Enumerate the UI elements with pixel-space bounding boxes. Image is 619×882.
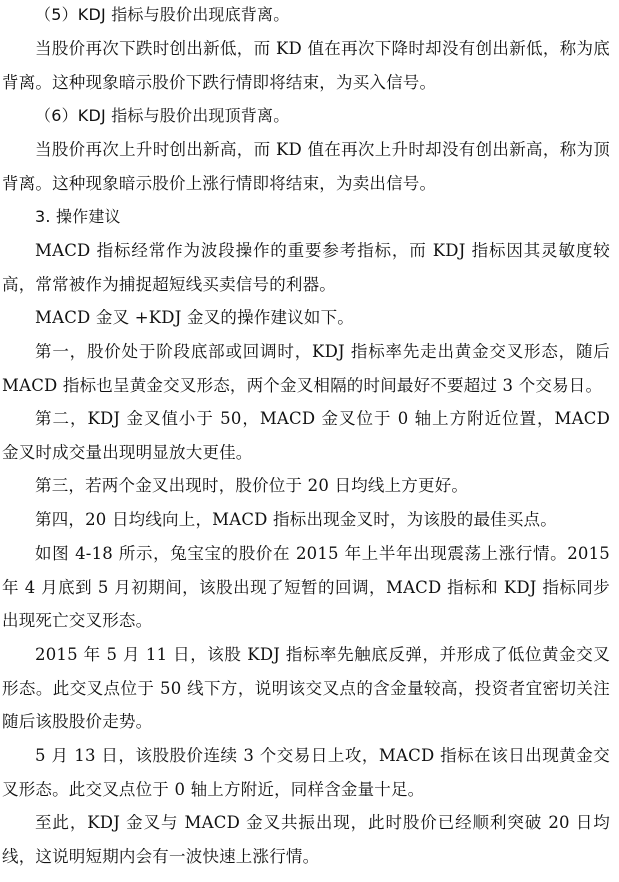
paragraph-advice-third: 第三，若两个金叉出现时，股价位于 20 日均线上方更好。 [35,476,469,495]
subheading-kdj-top-divergence: （6）KDJ 指标与股价出现顶背离。 [35,106,290,125]
paragraph-top-divergence: 当股价再次上升时创出新高，而 KD 值在再次上升时却没有创出新高，称为顶背离。这种现象暗示股价上涨行情即将结束，为卖出信号。 [2,140,610,193]
paragraph-advice-second: 第二，KDJ 金叉值小于 50，MACD 金叉位于 0 轴上方附近位置，MACD 金叉时成交量出现明显放大更佳。 [2,409,610,462]
paragraph-conclusion: 至此，KDJ 金叉与 MACD 金叉共振出现，此时股价已经顺利突破 20 日均线，这说明短期内会有一波快速上涨行情。 [2,813,610,866]
subheading-kdj-bottom-divergence: （5）KDJ 指标与股价出现底背离。 [35,5,290,24]
section-heading-operation-advice: 3. 操作建议 [35,207,121,226]
paragraph-macd-kdj-intro: MACD 指标经常作为波段操作的重要参考指标，而 KDJ 指标因其灵敏度较高，常常被作为捕捉超短线买卖信号的利器。 [2,241,610,294]
paragraph-example-intro: 如图 4-18 所示，兔宝宝的股价在 2015 年上半年出现震荡上涨行情。2015 年 4 月底到 5 月初期间，该股出现了短暂的回调，MACD 指标和 KDJ 指标同步出现死亡交叉形态。 [2,544,610,630]
paragraph-bottom-divergence: 当股价再次下跌时创出新低，而 KD 值在再次下降时却没有创出新低，称为底背离。这种现象暗示股价下跌行情即将结束，为买入信号。 [2,39,610,92]
paragraph-advice-intro: MACD 金叉 +KDJ 金叉的操作建议如下。 [35,308,354,327]
paragraph-example-may-13: 5 月 13 日，该股股价连续 3 个交易日上攻，MACD 指标在该日出现黄金交叉形态。此交叉点位于 0 轴上方附近，同样含金量十足。 [2,746,610,799]
paragraph-advice-first: 第一，股价处于阶段底部或回调时，KDJ 指标率先走出黄金交叉形态，随后 MACD 指标也呈黄金交叉形态，两个金叉相隔的时间最好不要超过 3 个交易日。 [2,342,610,395]
paragraph-example-may-11: 2015 年 5 月 11 日，该股 KDJ 指标率先触底反弹，并形成了低位黄金交叉形态。此交叉点位于 50 线下方，说明该交叉点的含金量较高，投资者宜密切关注随后该股股价走势。 [2,645,610,731]
paragraph-advice-fourth: 第四，20 日均线向上，MACD 指标出现金叉时，为该股的最佳买点。 [35,510,557,529]
